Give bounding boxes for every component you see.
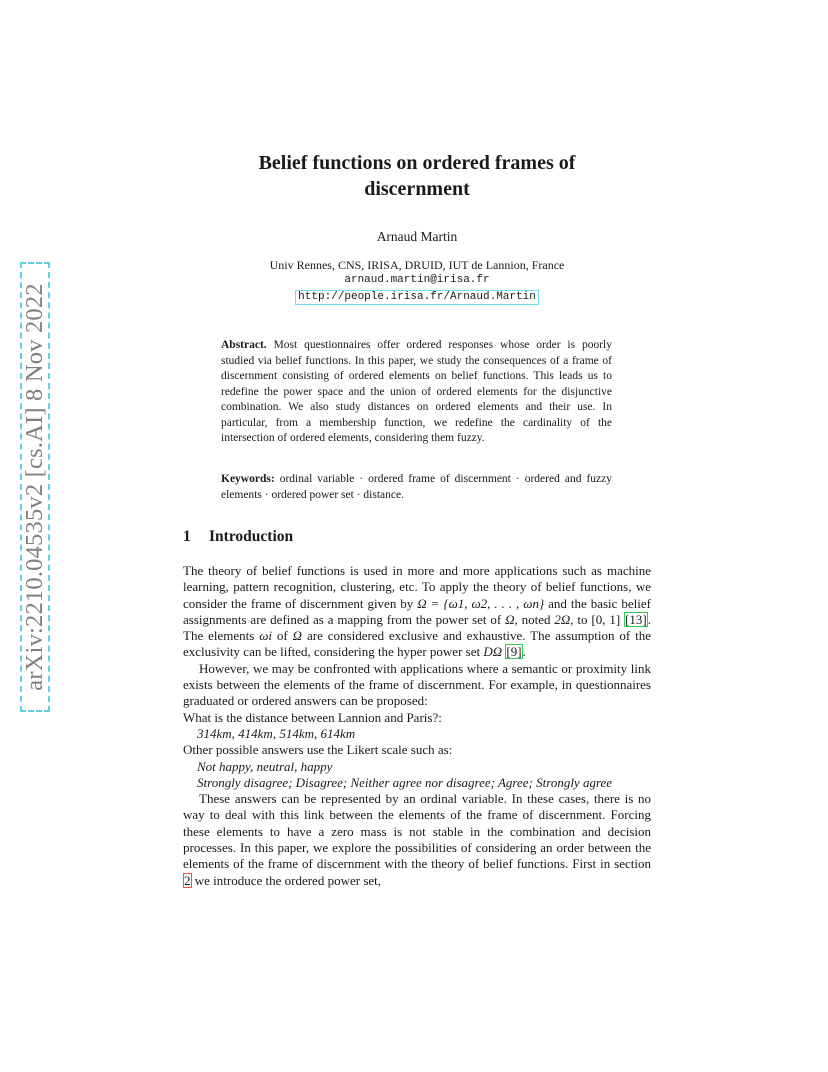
title-line-2: discernment [364, 178, 470, 200]
keywords [221, 472, 612, 503]
math-power-set: 2Ω [554, 611, 571, 627]
abstract [221, 338, 612, 447]
author-affiliation-block [183, 258, 651, 305]
affiliation: Univ Rennes, CNS, IRISA, DRUID, IUT de Lannion, France [269, 258, 565, 272]
author-homepage-link[interactable]: http://people.irisa.fr/Arnaud.Martin [295, 290, 539, 305]
section-reference-link[interactable]: 2 [184, 872, 191, 888]
math-omega: Ω [505, 611, 515, 627]
text-run: of [272, 628, 293, 644]
question-2: Other possible answers use the Likert scale such as: [183, 742, 453, 758]
text-run: are considered exclusive and exhaustive. The assumption of the exclusivity can be lifted, considering the hyper power set [183, 628, 651, 660]
section-number: 1 [183, 528, 191, 545]
keywords-text: ordinal variable · ordered frame of discernment · ordered and fuzzy elements · ordered power set · distance. [221, 473, 612, 501]
abstract-text: Most questionnaires offer ordered responses whose order is poorly studied via belief functions. In this paper, we study the consequences of a frame of discernment consisting of ordered elements on belief functions. This leads us to redefine the power space and the union of ordered elements for the disjunctive combination. We also study distances on ordered elements and their use. In particular, from a membership function, we redefine the cardinality of the intersection of ordered elements, considering them fuzzy. [221, 339, 613, 444]
section-body [183, 563, 651, 889]
section-title: Introduction [209, 528, 294, 545]
text-run: we introduce the ordered power set, [191, 872, 382, 888]
paragraph-1 [183, 563, 651, 661]
text-run: . [522, 644, 526, 660]
question-1-answers: 314km, 414km, 514km, 614km [197, 725, 356, 741]
arxiv-identifier[interactable]: arXiv:2210.04535v2 [cs.AI] 8 Nov 2022 [21, 283, 48, 691]
keywords-label: Keywords: [221, 473, 275, 485]
math-hyper-power-set: DΩ [483, 644, 503, 660]
citation-link[interactable]: [9] [506, 644, 522, 660]
text-run: and the basic belief assignments are defined as a mapping from the power set of [183, 595, 651, 627]
paragraph-3 [183, 791, 651, 889]
section-heading [183, 528, 293, 546]
paper-title [183, 150, 651, 202]
math-omega-i: ωi [259, 628, 273, 644]
question-1: What is the distance between Lannion and Paris?: [183, 709, 442, 725]
paragraph-2: However, we may be confronted with applications where a semantic or proximity link exists between the elements of the frame of discernment. For example, in questionnaires graduated or ordered answers can be proposed: [183, 660, 651, 709]
author-email[interactable]: arnaud.martin@irisa.fr [344, 274, 490, 286]
citation-link[interactable]: [13] [625, 611, 647, 627]
math-omega-definition: Ω = {ω1, ω2, . . . , ωn} [417, 595, 545, 611]
text-run: , to [0, 1] [570, 611, 625, 627]
text-run: The theory of belief functions is used in more and more applications such as machine learning, pattern recognition, clustering, etc. To apply the theory of belief functions, we consider the frame of discernment given by [183, 563, 651, 611]
text-run: These answers can be represented by an ordinal variable. In these cases, there is no way to deal with this link between the elements of the frame of discernment. Forcing these elements to have a zero mass is not stable in the combination and decision processes. In this paper, we explore the possibilities of considering an order between the elements of the frame of discernment with the theory of belief functions. First in section [183, 791, 651, 872]
likert-example-2: Strongly disagree; Disagree; Neither agree nor disagree; Agree; Strongly agree [197, 774, 613, 790]
author-name: Arnaud Martin [376, 229, 458, 244]
text-run: . The elements [183, 611, 651, 644]
likert-example-1: Not happy, neutral, happy [197, 758, 333, 774]
title-line-1: Belief functions on ordered frames of [258, 152, 576, 174]
abstract-label: Abstract. [221, 339, 267, 351]
math-omega: Ω [292, 628, 303, 644]
text-run: , noted [514, 611, 555, 627]
